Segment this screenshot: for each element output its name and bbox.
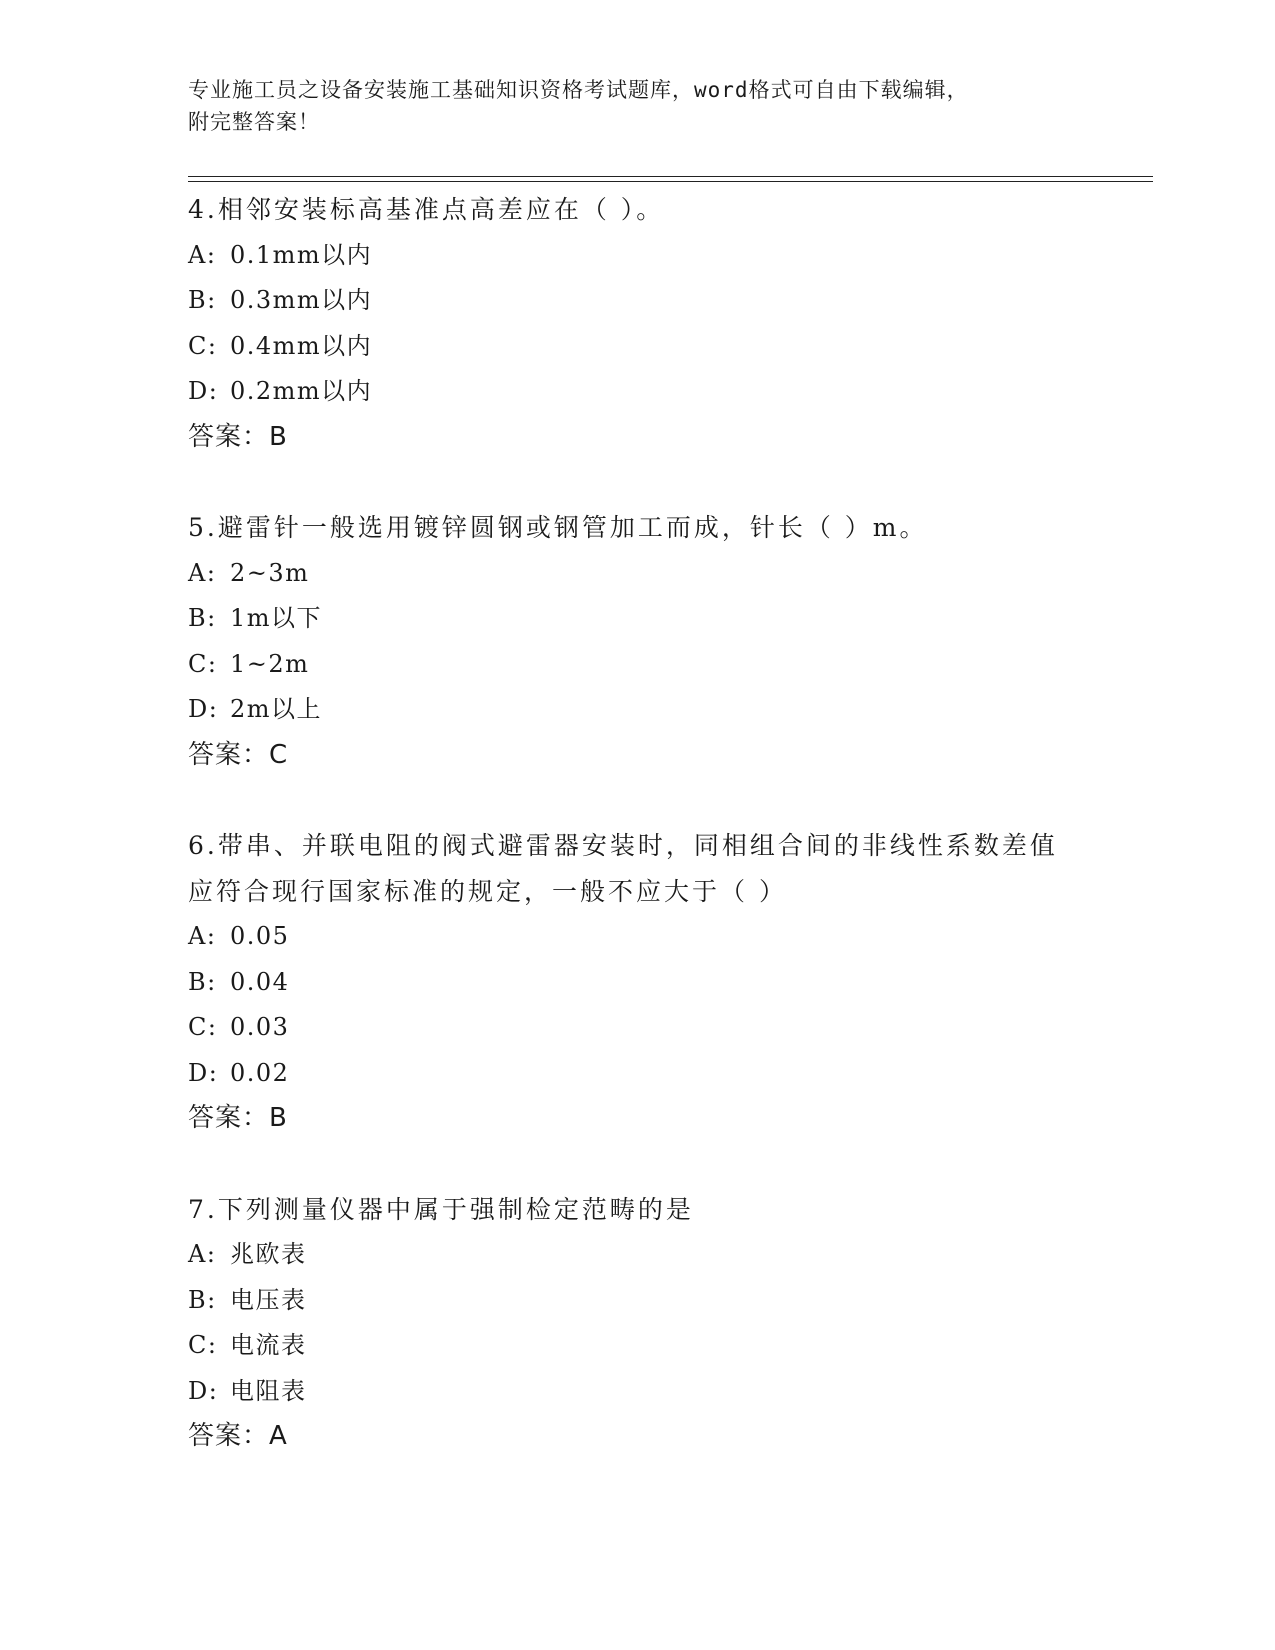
question-4 [188, 187, 1148, 460]
question-text: 7.下列测量仪器中属于强制检定范畴的是 [188, 1194, 694, 1224]
header-line-2: 附完整答案！ [188, 110, 320, 134]
header-divider-top [188, 176, 1153, 177]
option-value: 0.05 [230, 922, 290, 950]
option-value: 0.4mm以内 [230, 331, 373, 360]
option-d [188, 369, 1148, 415]
option-b [188, 596, 1148, 642]
header-line-1: 专业施工员之设备安装施工基础知识资格考试题库，word格式可自由下载编辑， [188, 78, 969, 102]
option-c [188, 642, 1148, 688]
option-c [188, 324, 1148, 370]
option-key: A: [188, 558, 217, 587]
answer-line: 答案：A [188, 1421, 288, 1451]
option-key: C: [188, 1013, 218, 1041]
option-a [188, 1232, 1148, 1278]
option-value: 0.02 [230, 1058, 290, 1087]
option-a [188, 551, 1148, 597]
option-value: 0.1mm以内 [230, 240, 373, 269]
option-key: D: [188, 1058, 219, 1087]
option-key: A: [188, 1240, 217, 1268]
document-header [188, 74, 1068, 138]
option-key: B: [188, 604, 217, 632]
option-value: 电流表 [230, 1331, 307, 1359]
question-text: 6.带串、并联电阻的阀式避雷器安装时，同相组合间的非线性系数差值应符合现行国家标准的规定，一般不应大于（ ） [188, 831, 1058, 906]
option-value: 1~2m [230, 649, 310, 678]
option-key: B: [188, 1285, 217, 1314]
option-value: 0.04 [230, 967, 290, 996]
option-c [188, 1005, 1148, 1051]
option-b [188, 960, 1148, 1006]
option-value: 0.2mm以内 [230, 377, 373, 405]
answer-line: 答案：B [188, 421, 288, 452]
question-7 [188, 1187, 1148, 1460]
option-a [188, 233, 1148, 279]
answer-line: 答案：B [188, 1103, 288, 1133]
option-key: D: [188, 377, 219, 405]
option-key: D: [188, 1376, 219, 1405]
question-text: 4.相邻安装标高基准点高差应在（ ）。 [188, 195, 665, 224]
option-value: 0.3mm以内 [230, 286, 373, 314]
option-key: D: [188, 695, 219, 723]
option-key: B: [188, 286, 217, 314]
option-d [188, 687, 1148, 733]
question-6 [188, 823, 1148, 1142]
option-value: 1m以下 [230, 604, 323, 632]
option-c [188, 1323, 1148, 1369]
question-text: 5.避雷针一般选用镀锌圆钢或钢管加工而成，针长（ ）m。 [188, 513, 928, 542]
option-key: A: [188, 922, 217, 950]
header-divider-bottom [188, 181, 1153, 182]
question-5 [188, 505, 1148, 778]
option-key: A: [188, 240, 217, 269]
option-b [188, 278, 1148, 324]
answer-line: 答案：C [188, 739, 289, 770]
option-value: 0.03 [230, 1013, 290, 1041]
option-value: 2m以上 [230, 695, 323, 723]
option-d [188, 1369, 1148, 1415]
option-value: 兆欧表 [230, 1240, 307, 1268]
option-b [188, 1278, 1148, 1324]
option-key: B: [188, 967, 217, 996]
option-value: 电阻表 [230, 1376, 307, 1405]
option-d [188, 1051, 1148, 1097]
option-key: C: [188, 649, 218, 678]
option-value: 电压表 [230, 1285, 307, 1314]
option-value: 2~3m [230, 558, 310, 587]
option-key: C: [188, 331, 218, 360]
option-a [188, 914, 1148, 960]
option-key: C: [188, 1331, 218, 1359]
question-list [188, 187, 1148, 1505]
